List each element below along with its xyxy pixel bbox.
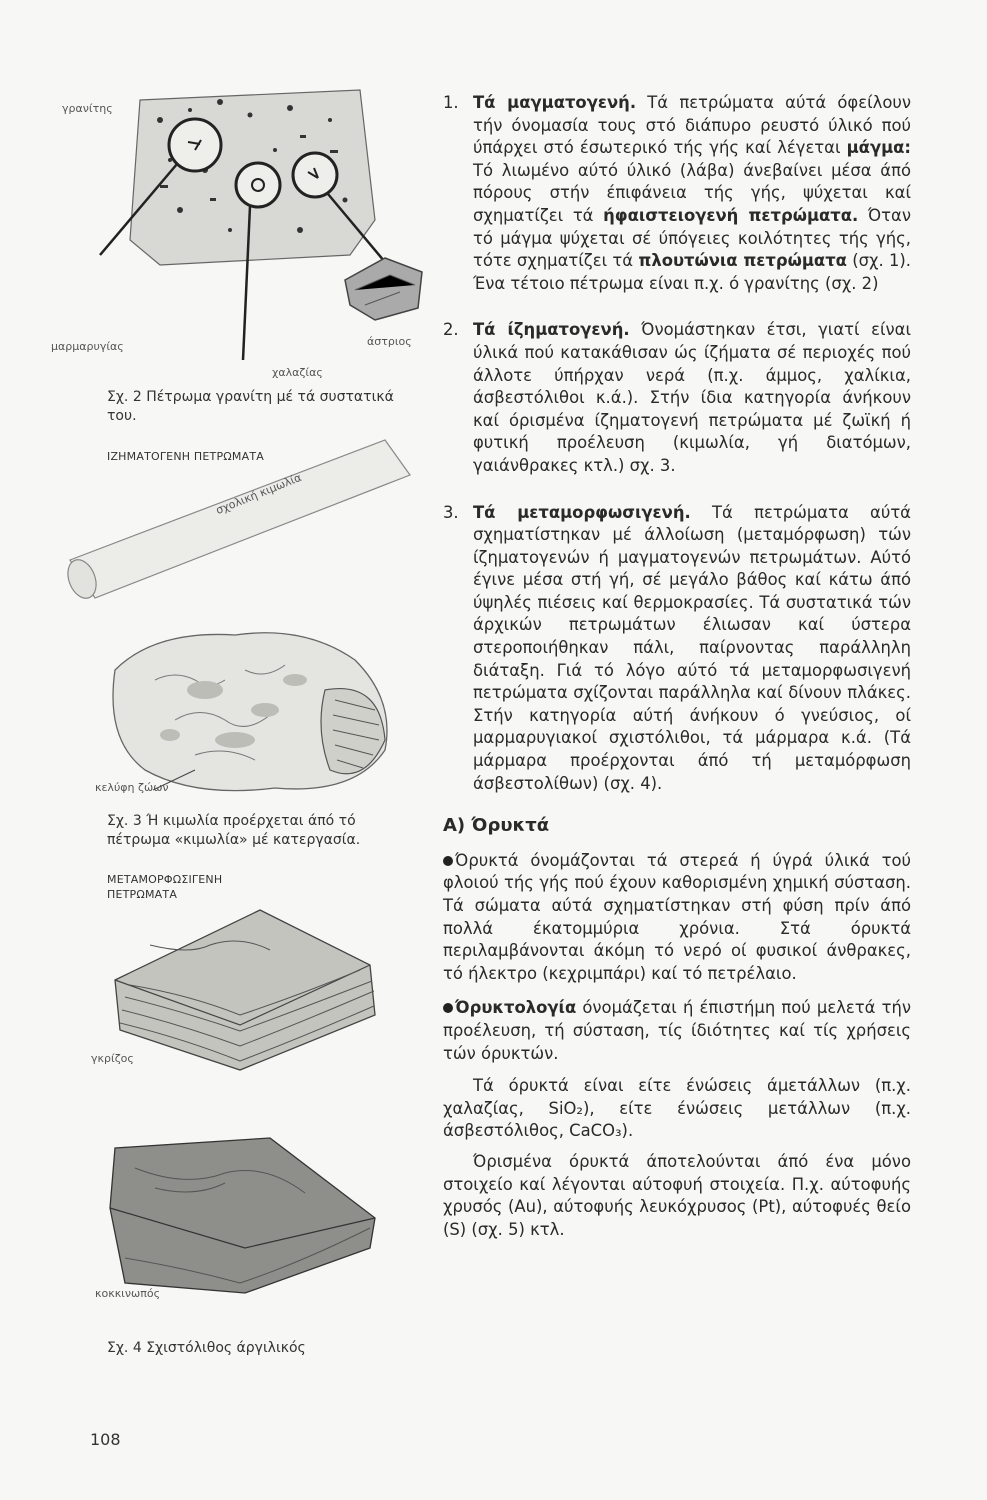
- label-mica: μαρμαρυγίας: [51, 340, 124, 353]
- mineralogy-definition: Όρυκτολογία όνομάζεται ή έπιστήμη πού μελετά τήν προέλευση, τή σύσταση, τίς ίδιότητες καί τίς χρήσεις τών όρυκτών.: [443, 998, 911, 1063]
- label-grey: γκρίζος: [91, 1052, 134, 1065]
- granite-figure: [100, 80, 440, 360]
- page-number: 108: [90, 1430, 121, 1449]
- label-granite: γρανίτης: [62, 102, 113, 115]
- label-feldspar: άστριος: [367, 335, 412, 348]
- grey-schist-figure: [110, 905, 400, 1075]
- section-sedimentary: ΙΖΗΜΑΤΟΓΕΝΗ ΠΕΤΡΩΜΑΤΑ: [107, 450, 264, 463]
- section-metamorphic: ΜΕΤΑΜΟΡΦΩΣΙΓΕΝΗ ΠΕΤΡΩΜΑΤΑ: [107, 873, 223, 901]
- label-quartz: χαλαζίας: [272, 366, 323, 379]
- item-heading: Τά μεταμορφωσιγενή.: [473, 502, 691, 522]
- bullet-icon: [443, 1003, 453, 1013]
- label-chalk: σχολική κιμωλία: [214, 470, 304, 518]
- caption-fig4: Σχ. 4 Σχιστόλιθος άργιλικός: [107, 1340, 306, 1356]
- item-heading: Τά μαγματογενή.: [473, 93, 637, 112]
- label-shells: κελύφη ζώων: [95, 781, 169, 794]
- rock-type-metamorphic: 3. Τά μεταμορφωσιγενή. Τά πετρώματα αύτά σχηματίστηκαν μέ άλλοίωση (μεταμόρφωση) τών ίζηματογενών ή μαγματογενών πετρωμάτων. Αύτό έγινε μέσα στή γή, σέ μεγάλο βάθος καί κάτω άπό ύψηλές πιέσεις καί θερμοκρασίες. Τά συστατικά τών άρχικών πετρωμάτων έλιωσαν καί ύστερα στεροποιήθηκαν πάλι, παίρνοντας παράλληλη διάταξη. Γιά τό λόγο αύτό τά μεταμορφωσιγενή πετρώματα σχίζονται παράλληλα καί δίνουν πλάκες. Στήν κατηγορία αύτή άνήκουν ό γνεύσιος, οί μαρμαρυγιακοί σχιστόλιθοι, τά μάρμαρα κ.ά. (Τά μάρμαρα προέρχονται άπό τή μεταμόρφωση άσβεστολίθων) (σχ. 4).: [443, 502, 911, 793]
- minerals-compounds: Τά όρυκτά είναι είτε ένώσεις άμετάλλων (π.χ. χαλαζίας, SiO₂), είτε ένώσεις μετάλλων (π.χ. άσβεστόλιθος, CaCO₃).: [443, 1076, 911, 1141]
- rock-type-igneous: 1. Τά μαγματογενή. Τά πετρώματα αύτά όφείλουν τήν όνομασία τους στό διάπυρο ρευστό ύλικό πού ύπάρχει στό έσωτερικό τής γής καί λέγεται μάγμα: Τό λιωμένο αύτό ύλικό (λάβα) άνεβαίνει μέσα άπό πόρους στήν έπιφάνεια τής γής, ψύχεται καί σχηματίζει τά ήφαιστειογενή πετρώματα. Όταν τό μάγμα ψύχεται σέ ύπόγειες κοιλότητες τής γής, τότε σχηματίζει τά πλουτώνια πετρώματα (σχ. 1). Ένα τέτοιο πέτρωμα είναι π.χ. ό γρανίτης (σχ. 2): [443, 93, 911, 293]
- item-number: 3.: [443, 502, 459, 522]
- label-reddish: κοκκινωπός: [95, 1287, 161, 1300]
- caption-fig2: Σχ. 2 Πέτρωμα γρανίτη μέ τά συστατικά του.: [107, 389, 394, 424]
- bullet-icon: [443, 856, 453, 866]
- item-number: 1.: [443, 93, 459, 112]
- main-text-column: [443, 92, 911, 1241]
- minerals-definition: Όρυκτά όνομάζονται τά στερεά ή ύγρά ύλικά τού φλοιού τής γής πού έχουν καθορισμένη χημική σύσταση. Τά σώματα αύτά σχηματίστηκαν στή φύση πρίν άπό πολλά έκατομμύρια χρόνια. Στά όρυκτά περιλαμβάνονται άκόμη τό νερό οί φυσικοί άνθρακες, τό ήλεκτρο (κεχριμπάρι) καί τό πετρέλαιο.: [443, 850, 911, 983]
- section-minerals-heading: Α) Όρυκτά: [443, 815, 550, 837]
- reddish-schist-figure: [95, 1128, 385, 1298]
- chalk-stick-figure: [50, 420, 430, 610]
- item-number: 2.: [443, 320, 459, 340]
- chalk-rock-figure: [95, 620, 415, 800]
- caption-fig3: Σχ. 3 Ή κιμωλία προέρχεται άπό τό πέτρωμα «κιμωλία» μέ κατεργασία.: [107, 813, 361, 848]
- item-heading: Τά ίζηματογενή.: [473, 320, 630, 340]
- rock-type-sedimentary: 2. Τά ίζηματογενή. Όνομάστηκαν έτσι, γιατί είναι ύλικά πού κατακάθισαν ώς ίζήματα σέ περιοχές πού άλλοτε ύπήρχαν νερά (π.χ. άμμος, χαλίκια, άσβεστόλιθοι κ.ά.). Στήν ίδια κατηγορία άνήκουν καί όρισμένα ίζηματογενή πετρώματα μέ ζωϊκή ή φυτική προέλευση (κιμωλία, γή διατόμων, γαιάνθρακες κτλ.) σχ. 3.: [443, 320, 911, 475]
- native-elements: Όρισμένα όρυκτά άποτελούνται άπό ένα μόνο στοιχείο καί λέγονται αύτοφυή στοιχεία. Π.χ. αύτοφυής χρυσός (Au), αύτοφυής λευκόχρυσος (Pt), αύτοφυές θείο (S) (σχ. 5) κτλ.: [443, 1151, 911, 1239]
